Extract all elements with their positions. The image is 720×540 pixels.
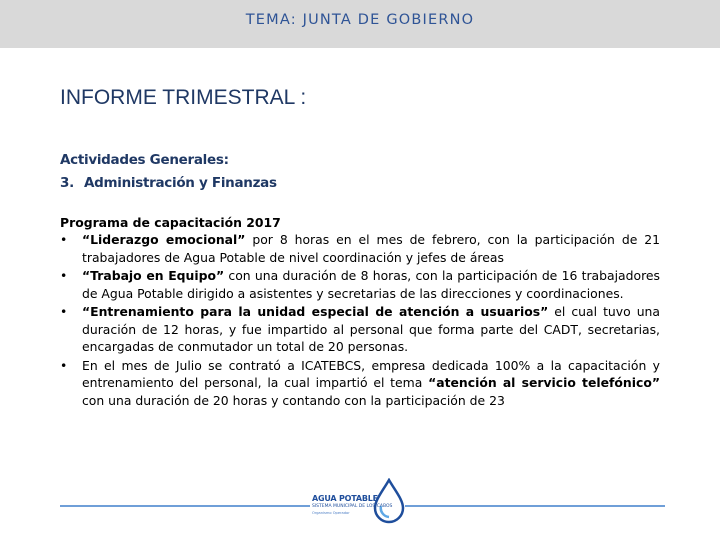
program-title: Programa de capacitación 2017 [60, 215, 281, 230]
bullet-icon: • [60, 304, 68, 319]
agua-potable-logo [312, 478, 404, 528]
list-item [60, 267, 660, 302]
program-list [60, 231, 660, 409]
logo-name: AGUA POTABLE [312, 494, 378, 503]
bullet-icon: • [60, 232, 68, 247]
header-title: TEMA: JUNTA DE GOBIERNO [245, 12, 475, 28]
footer-rule-right [405, 505, 665, 507]
bullet-icon: • [60, 357, 68, 373]
logo-tagline: Organismo Operador [312, 511, 350, 515]
report-title: INFORME TRIMESTRAL : [60, 86, 307, 109]
list-item [60, 303, 660, 356]
subheading-text: Administración y Finanzas [84, 175, 277, 191]
item-title: “Liderazgo emocional” [82, 232, 246, 247]
item-text: con una duración de 8 horas, con la participación de 16 trabajadores de Agua Potable dirigido a asistentes y secretarias de las direcciones y coordinaciones. [82, 268, 660, 301]
logo-subtitle: SISTEMA MUNICIPAL DE LOS CABOS [312, 504, 393, 509]
list-item [60, 231, 660, 266]
subheading-number: 3. [60, 175, 74, 191]
item-text: con una duración de 20 horas y contando con la participación de 23 [82, 392, 505, 408]
header-bar [0, 0, 720, 48]
item-lead: En el mes de Julio se contrató a ICATEBCS, empresa dedicada 100% a la capacitación y entrenamiento del personal, la cual impartió el tema [82, 357, 660, 390]
item-title: “Entrenamiento para la unidad especial de atención a usuarios” [82, 304, 549, 319]
item-title: “Trabajo en Equipo” [82, 268, 225, 283]
section-heading: Actividades Generales: [60, 152, 229, 168]
footer-rule-left [60, 505, 310, 507]
section-subheading [60, 175, 277, 191]
item-title: “atención al servicio telefónico” [428, 375, 660, 390]
bullet-icon: • [60, 268, 68, 283]
item-text: por 8 horas en el mes de febrero, con la participación de 21 trabajadores de Agua Potable de nivel coordinación y jefes de áreas [82, 232, 660, 265]
list-item [60, 357, 660, 410]
item-text: el cual tuvo una duración de 12 horas, y fue impartido al personal que forma parte del CADT, secretarias, encargadas de conmutador un total de 20 personas. [82, 304, 661, 354]
